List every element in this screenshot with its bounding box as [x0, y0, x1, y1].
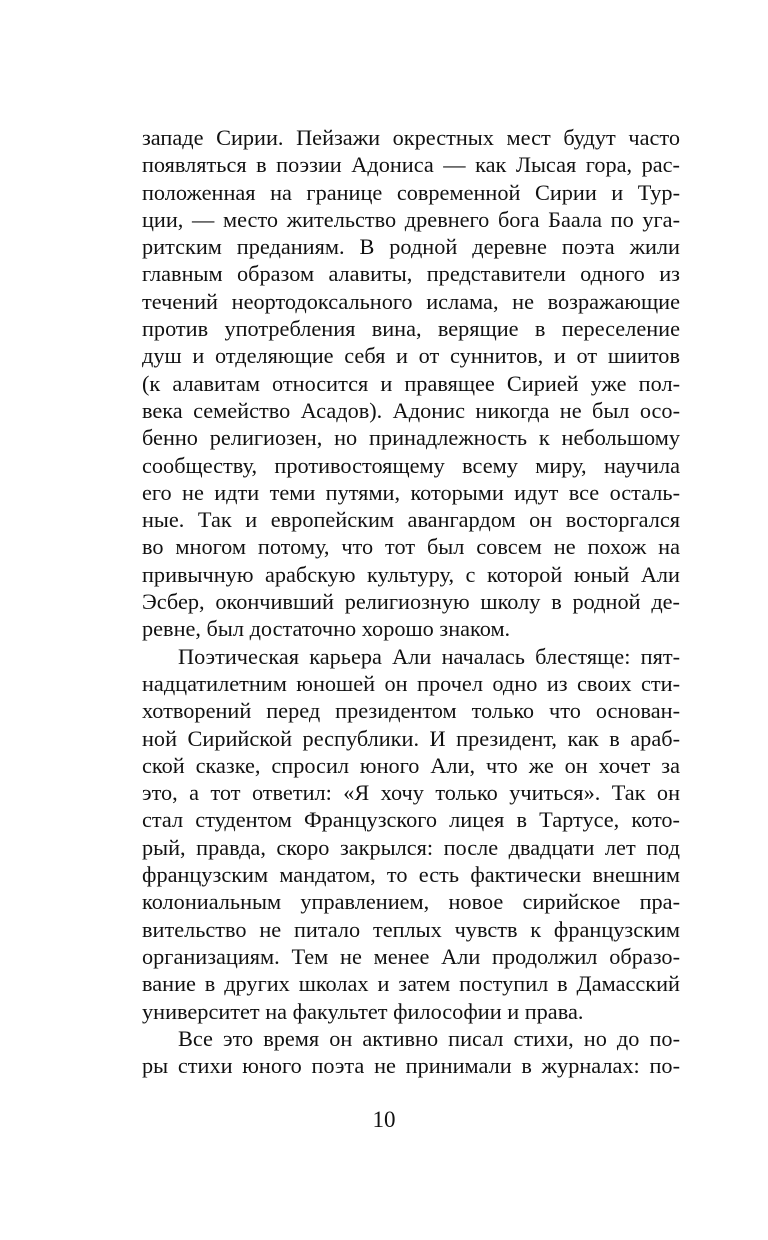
paragraph-1 [142, 124, 680, 643]
text-line: сообществу, противостоящему всему миру, научила [142, 452, 680, 478]
text-line: привычную арабскую культуру, с которой юный Али [142, 561, 680, 587]
text-line: против употребления вина, верящие в переселение [142, 316, 680, 342]
text-line: века семейство Асадов). Адонис никогда не был осо- [142, 397, 680, 423]
text-line: появляться в поэзии Адониса — как Лысая гора, рас- [142, 152, 680, 178]
text-line: западе Сирии. Пейзажи окрестных мест будут часто [142, 125, 680, 150]
text-line: ции, — место жительство древнего бога Баала по уга- [142, 206, 680, 232]
text-line: бенно религиозен, но принадлежность к небольшому [142, 425, 680, 451]
text-line: стал студентом Французского лицея в Тартусе, кото- [142, 807, 680, 833]
text-line: Поэтическая карьера Али началась блестяще: пят- [178, 643, 680, 669]
text-line: во многом потому, что тот был совсем не похож на [142, 534, 680, 560]
text-line: это, а тот ответил: «Я хочу только учиться». Так он [142, 780, 680, 806]
text-line: ревне, был достаточно хорошо знаком. [142, 616, 511, 642]
text-line: ской сказке, спросил юного Али, что же он хочет за [142, 752, 680, 778]
text-line: главным образом алавиты, представители одного из [142, 261, 680, 287]
paragraph-3 [142, 1025, 680, 1080]
text-line: Эсбер, окончивший религиозную школу в родной де- [142, 589, 680, 615]
page-number: 10 [372, 1107, 396, 1132]
text-line: французским мандатом, то есть фактически внешним [142, 862, 680, 888]
text-line: ры стихи юного поэта не принимали в журналах: по- [142, 1053, 680, 1079]
body-text [142, 124, 680, 1079]
text-line: Все это время он активно писал стихи, но до по- [178, 1025, 680, 1051]
text-line: течений неортодоксального ислама, не возражающие [142, 288, 680, 314]
text-line: душ и отделяющие себя и от суннитов, и от шиитов [142, 343, 680, 369]
text-line: ные. Так и европейским авангардом он восторгался [142, 507, 680, 533]
text-line: надцатилетним юношей он прочел одно из своих сти- [142, 670, 680, 696]
text-line: организациям. Тем не менее Али продолжил образо- [142, 943, 680, 969]
text-line: рый, правда, скоро закрылся: после двадцати лет под [142, 834, 680, 860]
text-line: университет на факультет философии и права. [142, 998, 584, 1024]
text-line: (к алавитам относится и правящее Сирией уже пол- [142, 370, 680, 396]
text-line: хотворений перед президентом только что основан- [142, 698, 680, 724]
text-line: колониальным управлением, новое сирийское пра- [142, 889, 680, 915]
text-line: ной Сирийской республики. И президент, как в араб- [142, 725, 680, 751]
text-line: положенная на границе современной Сирии и Тур- [142, 179, 680, 205]
text-line: его не идти теми путями, которыми идут все осталь- [142, 479, 680, 505]
text-line: вительство не питало теплых чувств к французским [142, 916, 680, 942]
paragraph-2 [142, 643, 680, 1025]
text-line: вание в других школах и затем поступил в Дамасский [142, 971, 680, 997]
text-line: ритским преданиям. В родной деревне поэта жили [142, 234, 680, 260]
